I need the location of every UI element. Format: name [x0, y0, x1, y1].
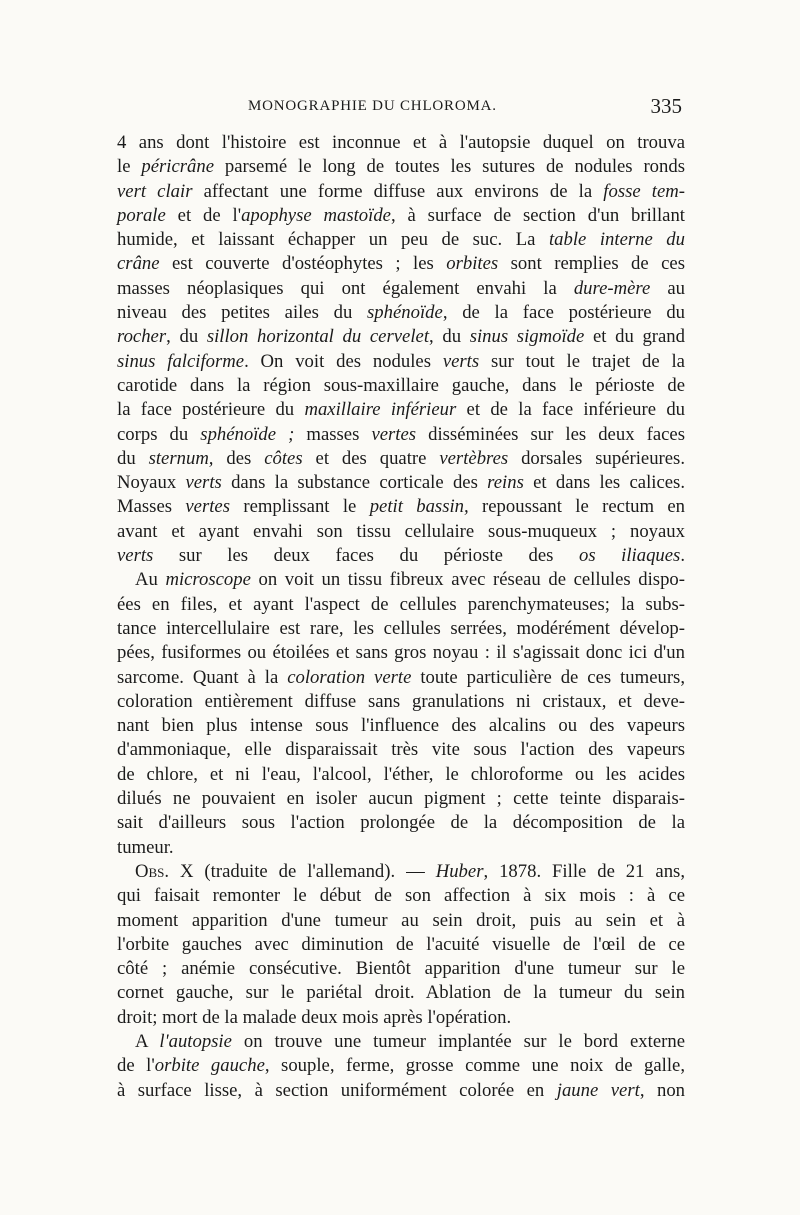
italic-term: verts	[185, 472, 222, 494]
text-run: , du	[429, 326, 470, 348]
text-run: et de la face inférieure du	[456, 399, 686, 421]
text-run: Au	[135, 569, 166, 591]
text-run: et de l'	[165, 204, 242, 226]
text-run: A	[135, 1030, 160, 1052]
text-line	[117, 374, 685, 398]
page-number: 335	[650, 94, 682, 118]
italic-term: apophyse mastoïde	[241, 204, 391, 226]
italic-term: sinus sigmoïde	[469, 326, 585, 348]
italic-term: microscope	[165, 569, 251, 591]
text-run: Masses	[117, 496, 186, 518]
text-line	[117, 933, 685, 957]
text-run: tumeur.	[117, 836, 174, 858]
text-run: tance intercellulaire est rare, les cellules serrées, modérément dévelop-	[117, 617, 685, 639]
italic-term: péricrâne	[141, 156, 215, 178]
text-line	[117, 957, 685, 981]
text-run: , du	[166, 326, 207, 348]
text-run: , 1878. Fille de 21 ans,	[483, 860, 685, 882]
text-line	[117, 252, 685, 276]
text-line	[117, 981, 685, 1005]
text-run: qui faisait remonter le début de son affection à six mois : à ce	[117, 885, 685, 907]
running-title: MONOGRAPHIE DU CHLOROMA.	[248, 98, 497, 114]
text-run: Noyaux	[117, 472, 186, 494]
text-run: affectant une forme diffuse aux environs de la	[192, 180, 604, 202]
italic-term: dure-mère	[573, 277, 651, 299]
text-run: carotide dans la région sous-maxillaire gauche, dans le périoste de	[117, 374, 685, 396]
text-line	[117, 836, 685, 860]
text-run: l'orbite gauches avec diminution de l'acuité visuelle de l'œil de ce	[117, 933, 685, 955]
italic-term: rocher	[117, 326, 167, 348]
text-run: du	[117, 447, 149, 469]
text-run: sarcome. Quant à la	[117, 666, 288, 688]
text-run: . X (traduite de l'allemand). —	[164, 860, 436, 882]
text-run: ées en files, et ayant l'aspect de cellules parenchymateuses; la subs-	[117, 593, 685, 615]
text-line	[117, 495, 685, 519]
text-run: côté ; anémie consécutive. Bientôt apparition d'une tumeur sur le	[117, 958, 685, 980]
text-line	[117, 180, 685, 204]
text-line	[117, 860, 685, 884]
italic-term: coloration verte	[287, 666, 412, 688]
text-run: d'ammoniaque, elle disparaissait très vite sous l'action des vapeurs	[117, 739, 685, 761]
text-line	[117, 155, 685, 179]
text-run: avant et ayant envahi son tissu cellulaire sous-muqueux ; noyaux	[117, 520, 685, 542]
italic-term: verts	[117, 545, 154, 567]
italic-term: vertes	[371, 423, 417, 445]
text-run: droit; mort de la malade deux mois après l'opération.	[117, 1006, 512, 1028]
text-line	[117, 423, 685, 447]
text-line	[117, 617, 685, 641]
text-run: , souple, ferme, grosse comme une noix de galle,	[264, 1055, 685, 1077]
text-line	[117, 811, 685, 835]
text-line	[117, 1054, 685, 1078]
italic-term: verts	[442, 350, 480, 372]
text-run: parsemé le long de toutes les sutures de nodules ronds	[214, 156, 685, 178]
italic-term: sinus falciforme	[117, 350, 245, 372]
italic-term: vert clair	[117, 180, 193, 202]
text-run: dorsales supérieures.	[508, 447, 686, 469]
paragraph-autopsy-findings	[117, 131, 685, 568]
text-run: dilués ne pouvaient en isoler aucun pigment ; cette teinte disparais-	[117, 788, 685, 810]
text-line	[117, 666, 685, 690]
text-line	[117, 447, 685, 471]
text-run: sont remplies de ces	[498, 253, 685, 275]
text-run: des	[213, 447, 265, 469]
text-line	[117, 787, 685, 811]
italic-term: crâne	[117, 253, 160, 275]
text-run: cornet gauche, sur le pariétal droit. Ablation de la tumeur du sein	[117, 982, 685, 1004]
italic-term: Huber	[435, 860, 484, 882]
text-run: et dans les calices.	[523, 472, 686, 494]
italic-term: os iliaques	[578, 545, 681, 567]
text-line	[117, 131, 685, 155]
text-run: et des quatre	[302, 447, 440, 469]
text-run: masses néoplasiques qui ont également envahi la	[117, 277, 574, 299]
text-run: à surface lisse, à section uniformément colorée en	[117, 1079, 557, 1101]
text-run: est couverte d'ostéophytes ; les	[159, 253, 447, 275]
text-line	[117, 568, 685, 592]
italic-term: vertes	[185, 496, 230, 518]
italic-term: fosse tem-	[603, 180, 685, 202]
text-run: toute particulière de ces tumeurs,	[411, 666, 685, 688]
italic-term: sternum,	[148, 447, 214, 469]
italic-term: orbites	[446, 253, 499, 275]
text-run: sur tout le trajet de la	[479, 350, 685, 372]
text-line	[117, 520, 685, 544]
text-line	[117, 909, 685, 933]
text-run: le	[117, 156, 142, 178]
text-run: , à surface de section d'un brillant	[390, 204, 685, 226]
italic-term: l'autopsie	[159, 1030, 232, 1052]
text-line	[117, 325, 685, 349]
text-line	[117, 301, 685, 325]
text-line	[117, 738, 685, 762]
text-line	[117, 350, 685, 374]
text-line	[117, 641, 685, 665]
text-run: dans la substance corticale des	[221, 472, 488, 494]
text-run: pées, fusiformes ou étoilées et sans gros noyau : il s'agissait donc ici d'un	[117, 642, 685, 664]
text-run: Obs	[135, 860, 165, 882]
text-run: et du grand	[584, 326, 685, 348]
italic-term: table interne du	[548, 229, 685, 251]
text-run: au	[650, 277, 685, 299]
text-line	[117, 471, 685, 495]
text-run: repoussant le rectum en	[468, 496, 685, 518]
paragraph-microscope	[117, 568, 685, 860]
text-run: coloration entièrement diffuse sans granulations ni cristaux, et deve-	[117, 690, 685, 712]
text-run: de l'	[117, 1055, 155, 1077]
paragraph-observation-x	[117, 860, 685, 1030]
text-run: . On voit des nodules	[244, 350, 443, 372]
text-run: nant bien plus intense sous l'influence des alcalins ou des vapeurs	[117, 715, 685, 737]
text-line	[117, 204, 685, 228]
text-run: 4 ans dont l'histoire est inconnue et à l'autopsie duquel on trouva	[117, 132, 685, 153]
text-run: sait d'ailleurs sous l'action prolongée de la décomposition de la	[117, 812, 685, 834]
text-run: , non	[639, 1079, 686, 1101]
text-run: masses	[294, 423, 372, 445]
italic-term: jaune vert	[556, 1079, 640, 1101]
page-body	[117, 131, 685, 1103]
italic-term: sillon horizontal du cervelet	[206, 326, 430, 348]
italic-term: maxillaire inférieur	[304, 399, 457, 421]
text-run: la face postérieure du	[117, 399, 305, 421]
text-run: .	[680, 545, 686, 567]
page-header	[120, 94, 682, 124]
italic-term: sphénoïde ;	[200, 423, 295, 445]
paragraph-autopsy-orbit	[117, 1030, 685, 1103]
text-run: corps du	[117, 423, 201, 445]
italic-term: reins	[487, 472, 524, 494]
italic-term: côtes	[264, 447, 303, 469]
text-line	[117, 593, 685, 617]
text-run: de chlore, et ni l'eau, l'alcool, l'éther, le chloroforme ou les acides	[117, 763, 685, 785]
text-line	[117, 277, 685, 301]
text-line	[117, 690, 685, 714]
text-run: , de la face postérieure du	[442, 302, 686, 324]
text-run: sur les deux faces du périoste des	[153, 545, 579, 567]
text-run: moment apparition d'une tumeur au sein droit, puis au sein et à	[117, 909, 685, 931]
text-line	[117, 763, 685, 787]
text-line	[117, 1006, 685, 1030]
text-run: humide, et laissant échapper un peu de suc. La	[117, 229, 549, 251]
text-run: on trouve une tumeur implantée sur le bord externe	[231, 1030, 685, 1052]
italic-term: orbite gauche	[154, 1055, 265, 1077]
text-run: on voit un tissu fibreux avec réseau de cellules dispo-	[250, 569, 685, 591]
text-line	[117, 1079, 685, 1103]
italic-term: sphénoïde	[367, 302, 443, 324]
text-line	[117, 544, 685, 568]
text-line	[117, 228, 685, 252]
italic-term: petit bassin,	[369, 496, 469, 518]
italic-term: vertèbres	[439, 447, 509, 469]
text-line	[117, 884, 685, 908]
italic-term: porale	[117, 204, 166, 226]
text-line	[117, 1030, 685, 1054]
text-line	[117, 714, 685, 738]
text-run: remplissant le	[230, 496, 370, 518]
text-line	[117, 398, 685, 422]
text-run: niveau des petites ailes du	[117, 302, 368, 324]
text-run: disséminées sur les deux faces	[416, 423, 685, 445]
